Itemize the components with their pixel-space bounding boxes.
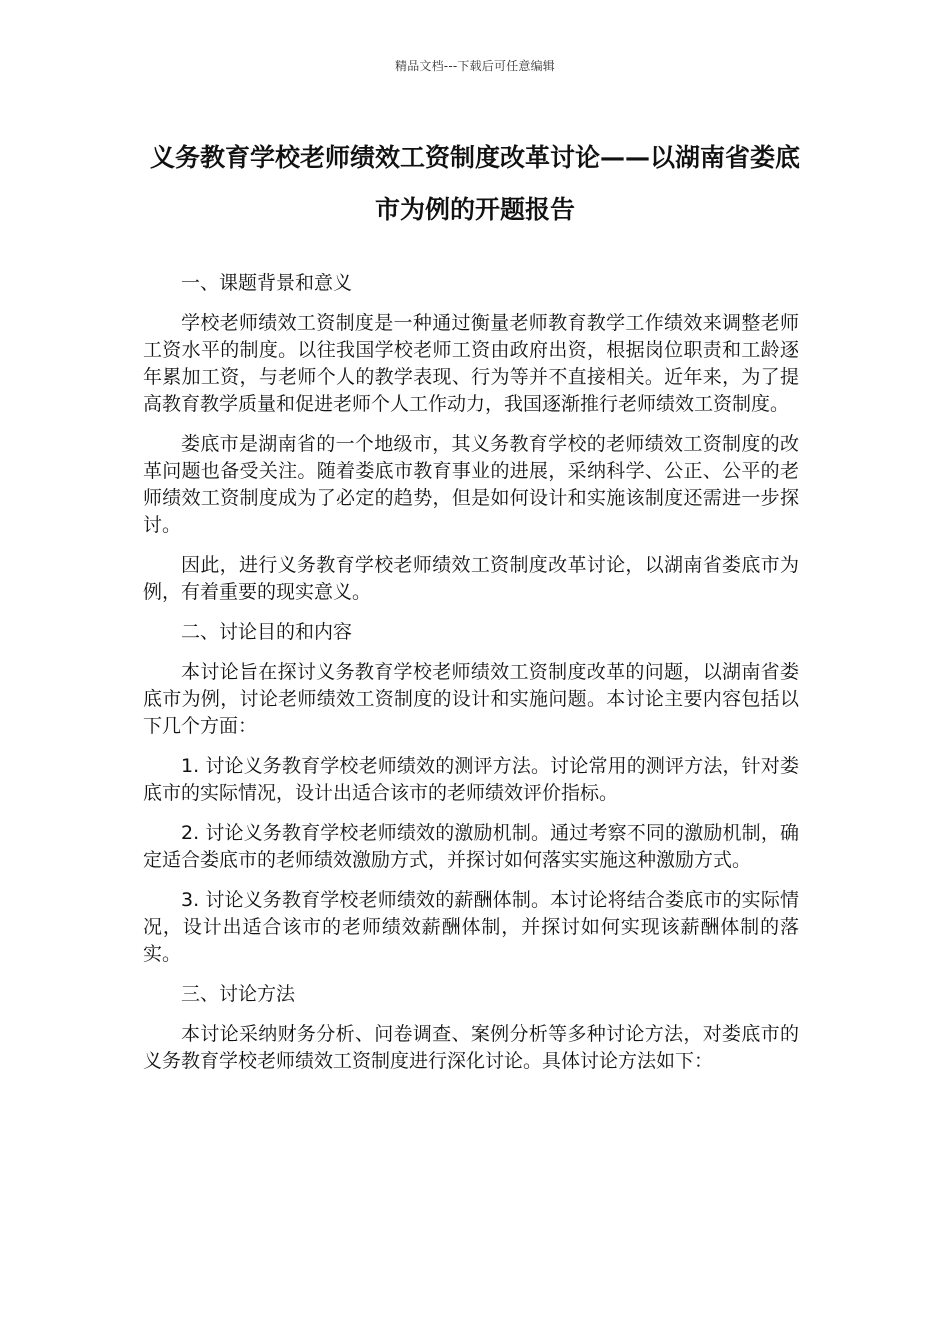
section-heading-method: 三、讨论方法 [181, 983, 296, 1005]
list-item-evaluation-method: 1. 讨论义务教育学校老师绩效的测评方法。讨论常用的测评方法，针对娄底市的实际情况，设计出适合该市的老师绩效评价指标。 [143, 755, 799, 804]
document-body [143, 270, 799, 1088]
section-heading-background: 一、课题背景和意义 [181, 272, 353, 294]
list-item-incentive-mechanism: 2. 讨论义务教育学校老师绩效的激励机制。通过考察不同的激励机制，确定适合娄底市的老师绩效激励方式，并探讨如何落实实施这种激励方式。 [143, 822, 799, 871]
paragraph-purpose-intro: 本讨论旨在探讨义务教育学校老师绩效工资制度改革的问题，以湖南省娄底市为例，讨论老师绩效工资制度的设计和实施问题。本讨论主要内容包括以下几个方面： [143, 661, 799, 737]
paragraph-background-3: 因此，进行义务教育学校老师绩效工资制度改革讨论，以湖南省娄底市为例，有着重要的现实意义。 [143, 554, 799, 603]
list-item-salary-system: 3. 讨论义务教育学校老师绩效的薪酬体制。本讨论将结合娄底市的实际情况，设计出适合该市的老师绩效薪酬体制，并探讨如何实现该薪酬体制的落实。 [143, 889, 799, 965]
document-title: 义务教育学校老师绩效工资制度改革讨论——以湖南省娄底市为例的开题报告 [149, 143, 800, 224]
section-heading-purpose: 二、讨论目的和内容 [181, 621, 353, 643]
page-header: 精品文档---下载后可任意编辑 [395, 59, 555, 73]
paragraph-method-1: 本讨论采纳财务分析、问卷调查、案例分析等多种讨论方法，对娄底市的义务教育学校老师绩效工资制度进行深化讨论。具体讨论方法如下： [143, 1023, 799, 1072]
paragraph-background-1: 学校老师绩效工资制度是一种通过衡量老师教育教学工作绩效来调整老师工资水平的制度。以往我国学校老师工资由政府出资，根据岗位职责和工龄逐年累加工资，与老师个人的教学表现、行为等并不直接相关。近年来，为了提高教育教学质量和促进老师个人工作动力，我国逐渐推行老师绩效工资制度。 [143, 312, 799, 415]
paragraph-background-2: 娄底市是湖南省的一个地级市，其义务教育学校的老师绩效工资制度的改革问题也备受关注。随着娄底市教育事业的进展，采纳科学、公正、公平的老师绩效工资制度成为了必定的趋势，但是如何设计和实施该制度还需进一步探讨。 [143, 433, 799, 536]
